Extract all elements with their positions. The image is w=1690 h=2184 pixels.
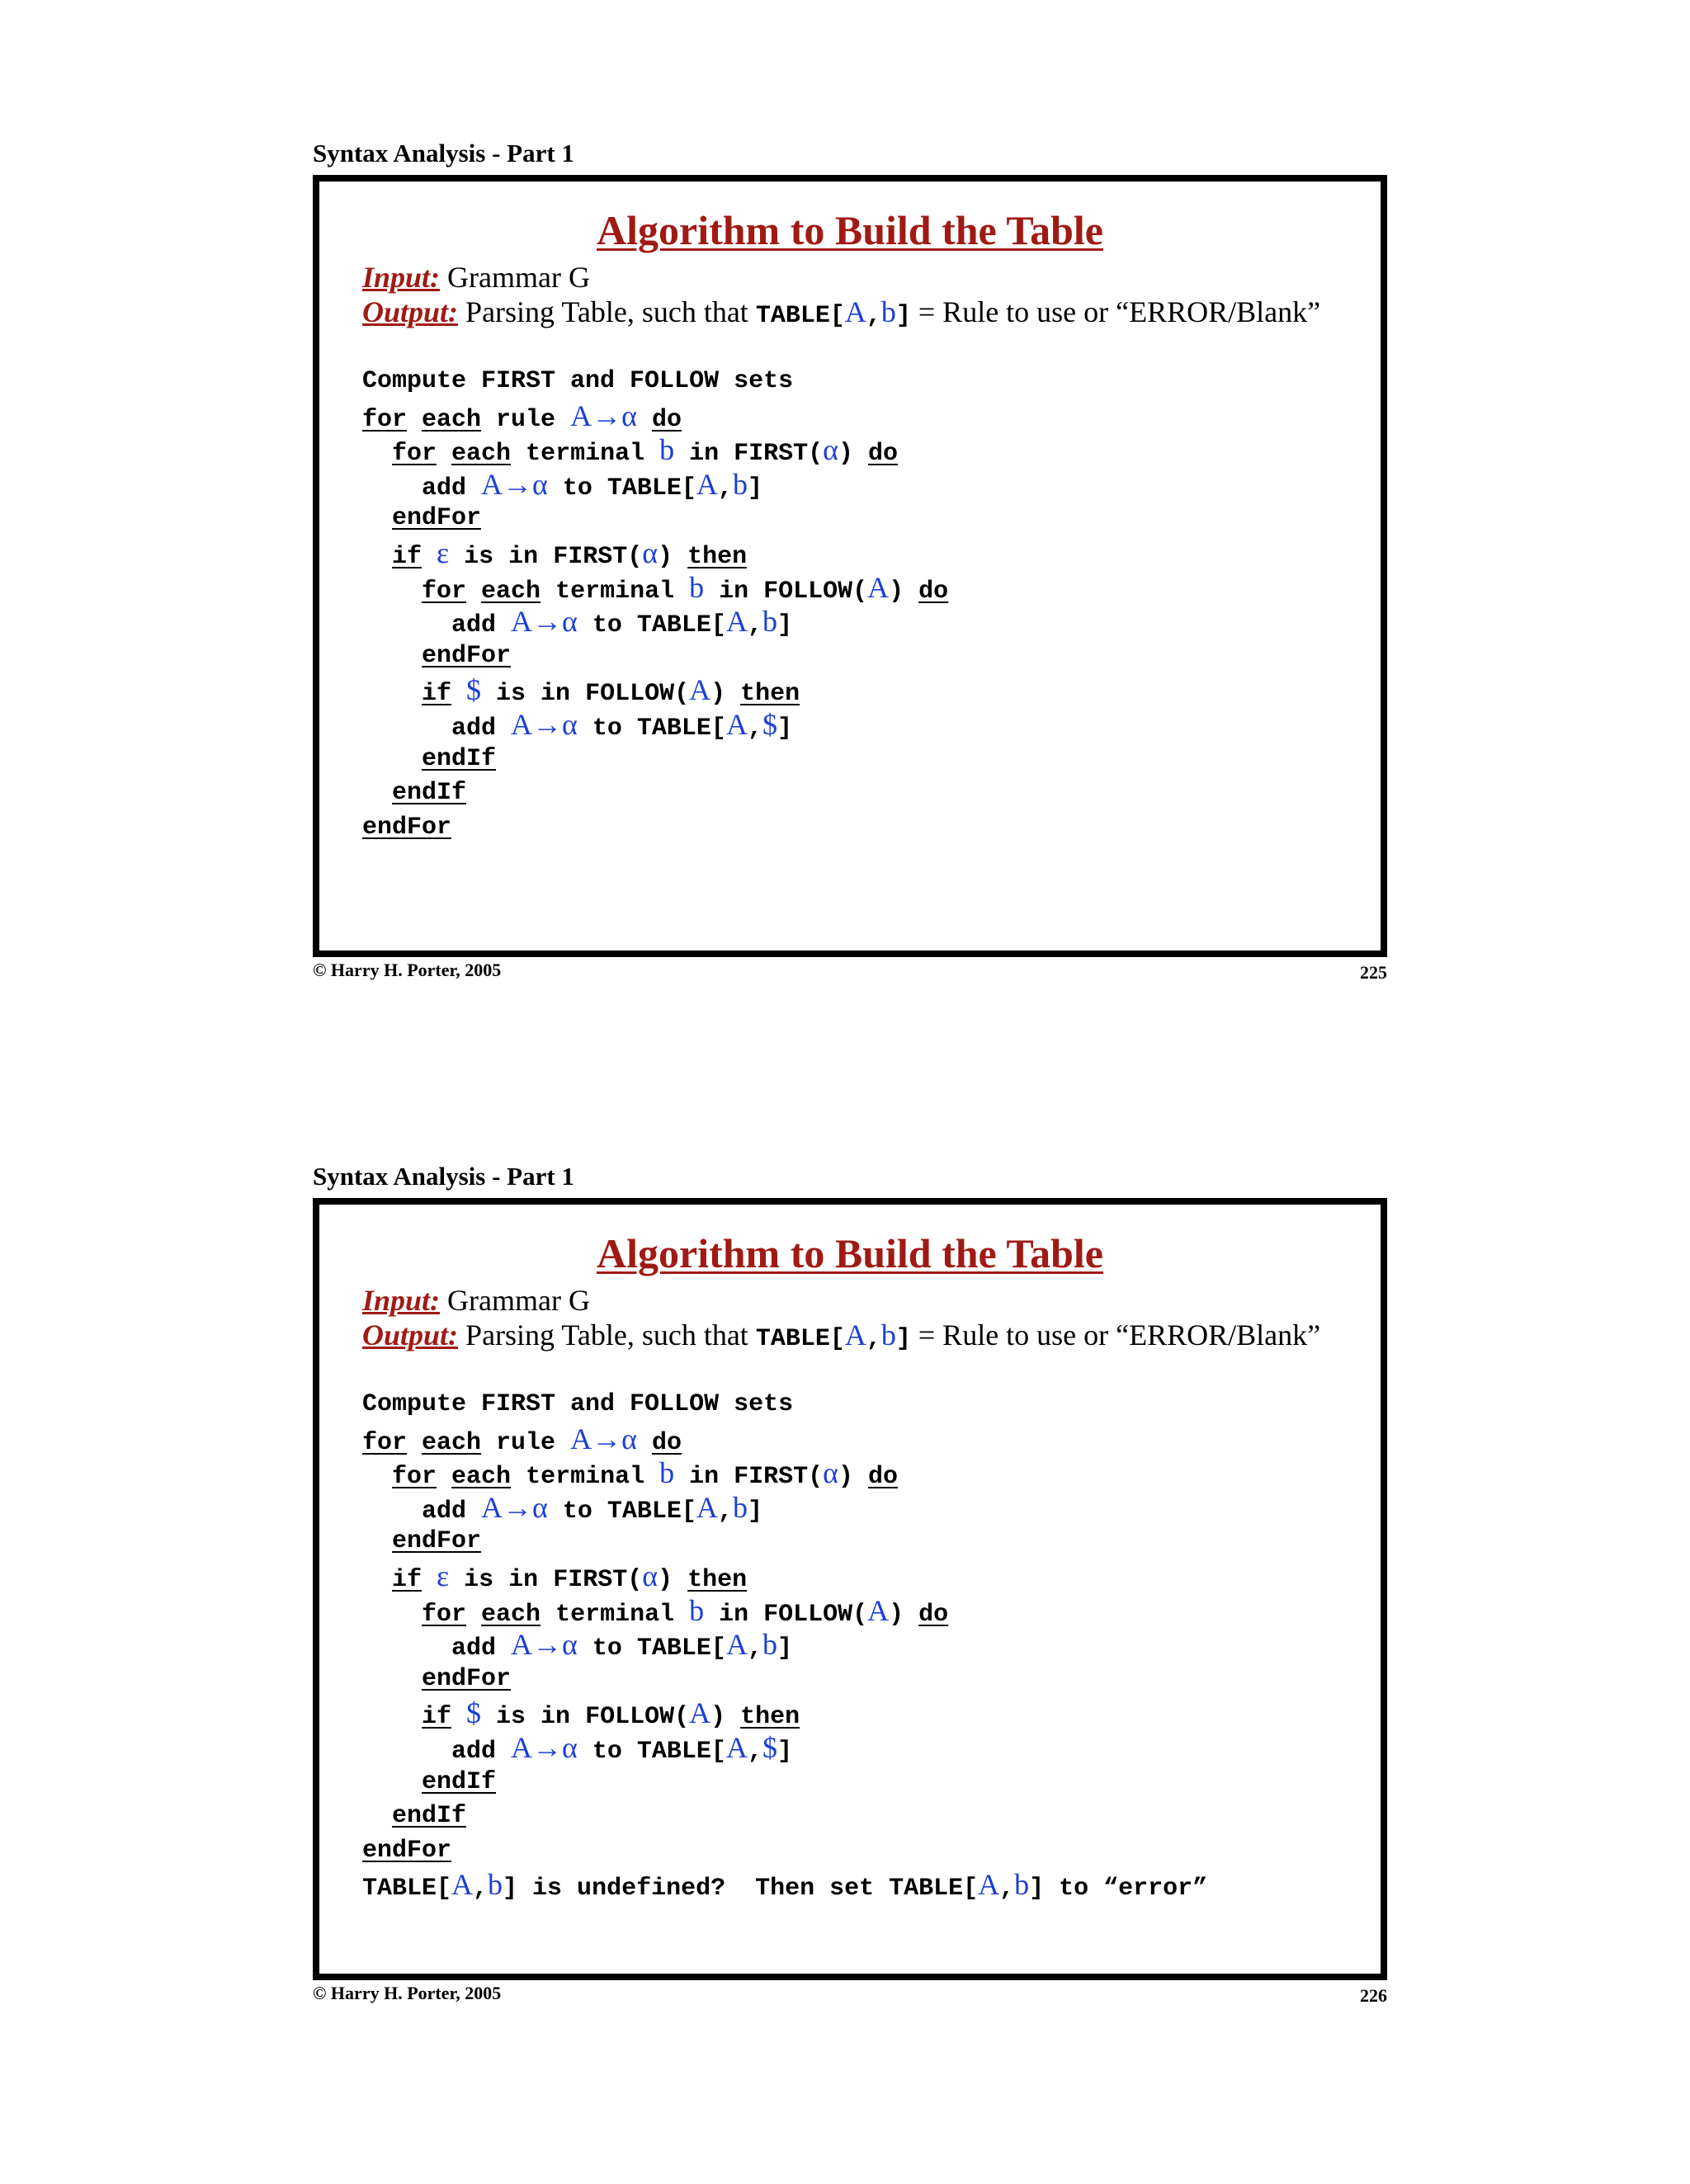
output-code: TABLE[ [755,302,845,330]
kw-endif: endIf [392,1802,467,1831]
code-text: terminal [541,1600,690,1629]
code-text: Compute FIRST and FOLLOW sets [362,1390,794,1418]
var-b: b [1014,1868,1030,1902]
kw-endfor: endFor [422,1664,512,1693]
code-line [362,1559,1207,1594]
slide-title: Algorithm to Build the Table [597,1230,1103,1276]
code-text: ) [710,680,726,709]
var-b: b [732,1490,748,1524]
copyright: © Harry H. Porter, 2005 [313,1983,502,2003]
kw-endfor: endFor [392,504,482,533]
code-text: , [999,1875,1015,1903]
production: A→α [511,1730,578,1764]
code-text: ) [889,577,904,606]
kw-each: each [422,1428,482,1457]
output-code: TABLE[ [755,1325,845,1353]
var-dollar: $ [466,1696,482,1730]
production: A→α [481,467,548,501]
kw-do: do [868,1463,899,1492]
var-a: A [725,1628,748,1662]
code-text: in FIRST( [674,1463,824,1492]
output-line [362,295,1320,330]
var-a: A [725,707,748,741]
kw-do: do [651,1428,682,1457]
var-b: b [659,433,675,467]
var-a: A [867,1593,890,1627]
code-text: ) [710,1703,726,1732]
output-var-a: A [844,1318,866,1351]
code-line [362,1834,1207,1869]
code-text: terminal [541,577,690,606]
kw-for: for [392,1463,437,1492]
output-var-b: b [880,295,896,328]
code-line [362,743,948,777]
code-line [362,811,948,846]
var-dollar: $ [466,673,482,707]
code-line [362,1388,1207,1422]
output-text: Parsing Table, such that [458,1318,756,1351]
input-line [362,260,590,295]
code-text: ) [658,542,673,571]
kw-for: for [392,440,437,469]
code-line [362,399,948,434]
var-a: A [725,1730,748,1764]
code-line [362,365,948,399]
code-line [362,1491,1207,1526]
kw-if: if [392,1565,422,1594]
code-text: ] is undefined? Then set TABLE[ [503,1875,979,1903]
code-line [362,1766,1207,1800]
code-line [362,776,948,811]
code-line [362,1663,1207,1697]
code-text: terminal [511,440,660,469]
code-text: is in FOLLOW( [481,680,690,709]
code-text: ] [777,1737,792,1766]
var-b: b [689,570,705,604]
var-a: A [451,1868,474,1902]
page-number: 225 [1360,962,1387,983]
code-text: ] [777,1634,792,1663]
production: A→α [511,707,578,741]
input-text: Grammar G [440,1284,590,1317]
page-number: 226 [1360,1985,1387,2006]
slide-header: Syntax Analysis - Part 1 [313,1162,574,1191]
output-rest: = Rule to use or “ERROR/Blank” [910,295,1321,328]
var-b: b [762,605,777,639]
production: A→α [570,399,637,432]
code-text: ) [889,1600,904,1629]
kw-then: then [687,542,748,571]
var-epsilon: ε [437,535,450,569]
code-text: in FIRST( [674,440,824,469]
code-line [362,1594,1207,1629]
kw-each: each [481,577,541,606]
var-dollar: $ [762,1730,777,1764]
input-line [362,1283,590,1318]
code-line [362,1696,1207,1731]
code-text: rule [481,1428,571,1457]
kw-for: for [362,405,408,434]
code-text: , [747,1737,762,1766]
input-text: Grammar G [440,261,590,294]
copyright: © Harry H. Porter, 2005 [313,960,502,980]
production: A→α [481,1490,548,1524]
code-line [362,468,948,502]
code-text: add [451,1737,512,1766]
var-alpha: α [642,1559,659,1592]
code-text: add [451,611,512,640]
code-text: to TABLE[ [547,474,696,502]
production: A→α [511,605,578,639]
kw-if: if [422,1703,452,1732]
kw-then: then [740,680,800,709]
kw-do: do [918,1600,949,1629]
code-text: , [473,1875,489,1903]
var-alpha: α [823,1456,838,1490]
pseudocode [362,365,948,845]
kw-then: then [687,1565,748,1594]
var-alpha: α [642,535,659,569]
code-line [362,673,948,708]
code-text: to TABLE[ [577,714,726,743]
slide-frame [313,1198,1387,1980]
code-line [362,1422,1207,1457]
kw-if: if [392,542,422,571]
code-text: to TABLE[ [577,1737,726,1766]
code-text: to TABLE[ [547,1497,696,1526]
code-line [362,536,948,571]
output-close: ] [895,302,911,330]
var-a: A [689,1696,711,1730]
slide-title: Algorithm to Build the Table [597,207,1103,253]
code-text: ] to “error” [1029,1875,1208,1903]
code-text: terminal [511,1463,660,1492]
code-text: , [747,611,762,640]
code-text: ] [777,611,792,640]
var-b: b [659,1456,675,1490]
var-epsilon: ε [437,1559,450,1592]
code-line [362,1628,1207,1663]
code-text: is in FIRST( [449,1565,643,1594]
kw-each: each [451,440,512,469]
slide-header: Syntax Analysis - Part 1 [313,139,574,167]
output-var-a: A [844,295,866,328]
kw-do: do [651,405,682,434]
var-a: A [978,1868,1000,1902]
var-a: A [696,467,718,501]
kw-each: each [451,1463,512,1492]
code-text: ] [747,474,762,502]
code-line [362,433,948,468]
kw-for: for [422,577,467,606]
output-rest: = Rule to use or “ERROR/Blank” [910,1318,1321,1351]
var-b: b [732,467,748,501]
output-label: Output: [362,1318,459,1351]
code-text: add [422,1497,482,1526]
code-text: is in FIRST( [449,542,643,571]
code-line [362,1731,1207,1766]
slide-frame [313,175,1387,957]
code-text: add [451,714,512,743]
code-text: ) [838,1463,854,1492]
code-text: , [717,474,733,502]
code-line [362,1868,1207,1903]
code-text: ] [777,714,792,743]
code-text: Compute FIRST and FOLLOW sets [362,367,794,395]
production: A→α [570,1422,637,1455]
code-text: to TABLE[ [577,1634,726,1663]
kw-for: for [422,1600,467,1629]
code-text: ] [747,1497,762,1526]
kw-then: then [740,1703,800,1732]
var-a: A [867,570,890,604]
pseudocode [362,1388,1207,1903]
output-close: ] [895,1325,911,1353]
code-text: to TABLE[ [577,611,726,640]
code-line [362,571,948,606]
code-text: , [717,1497,733,1526]
code-text: add [422,474,482,502]
input-label: Input: [362,1284,441,1317]
code-text: ) [658,1565,673,1594]
kw-each: each [481,1600,541,1629]
kw-endfor: endFor [362,1836,452,1865]
kw-for: for [362,1428,408,1457]
var-b: b [488,1868,503,1902]
kw-endif: endIf [392,779,467,808]
output-comma: , [866,302,881,330]
var-b: b [689,1593,705,1627]
kw-endif: endIf [422,1767,497,1796]
var-a: A [689,673,711,707]
code-line [362,1525,1207,1559]
code-text: is in FOLLOW( [481,1703,690,1732]
code-line [362,708,948,743]
output-line [362,1318,1320,1353]
code-line [362,1800,1207,1834]
var-dollar: $ [762,707,777,741]
kw-endfor: endFor [392,1527,482,1556]
kw-do: do [868,440,899,469]
output-text: Parsing Table, such that [458,295,756,328]
var-a: A [696,1490,718,1524]
code-text: rule [481,405,571,434]
code-line [362,502,948,536]
code-text: in FOLLOW( [704,577,868,606]
kw-endfor: endFor [422,641,512,670]
kw-endfor: endFor [362,813,452,842]
kw-if: if [422,680,452,709]
kw-do: do [918,577,949,606]
code-text: , [747,1634,762,1663]
code-text: , [747,714,762,743]
output-comma: , [866,1325,881,1353]
code-line [362,1456,1207,1491]
kw-each: each [422,405,482,434]
var-a: A [725,605,748,639]
var-b: b [762,1628,777,1662]
code-text: ) [838,440,854,469]
input-label: Input: [362,261,441,294]
kw-endif: endIf [422,744,497,773]
code-line [362,605,948,639]
code-text: TABLE[ [362,1875,452,1903]
code-text: in FOLLOW( [704,1600,868,1629]
code-line [362,639,948,674]
var-alpha: α [823,433,838,467]
code-text: add [451,1634,512,1663]
output-var-b: b [880,1318,896,1351]
output-label: Output: [362,295,459,328]
production: A→α [511,1628,578,1662]
